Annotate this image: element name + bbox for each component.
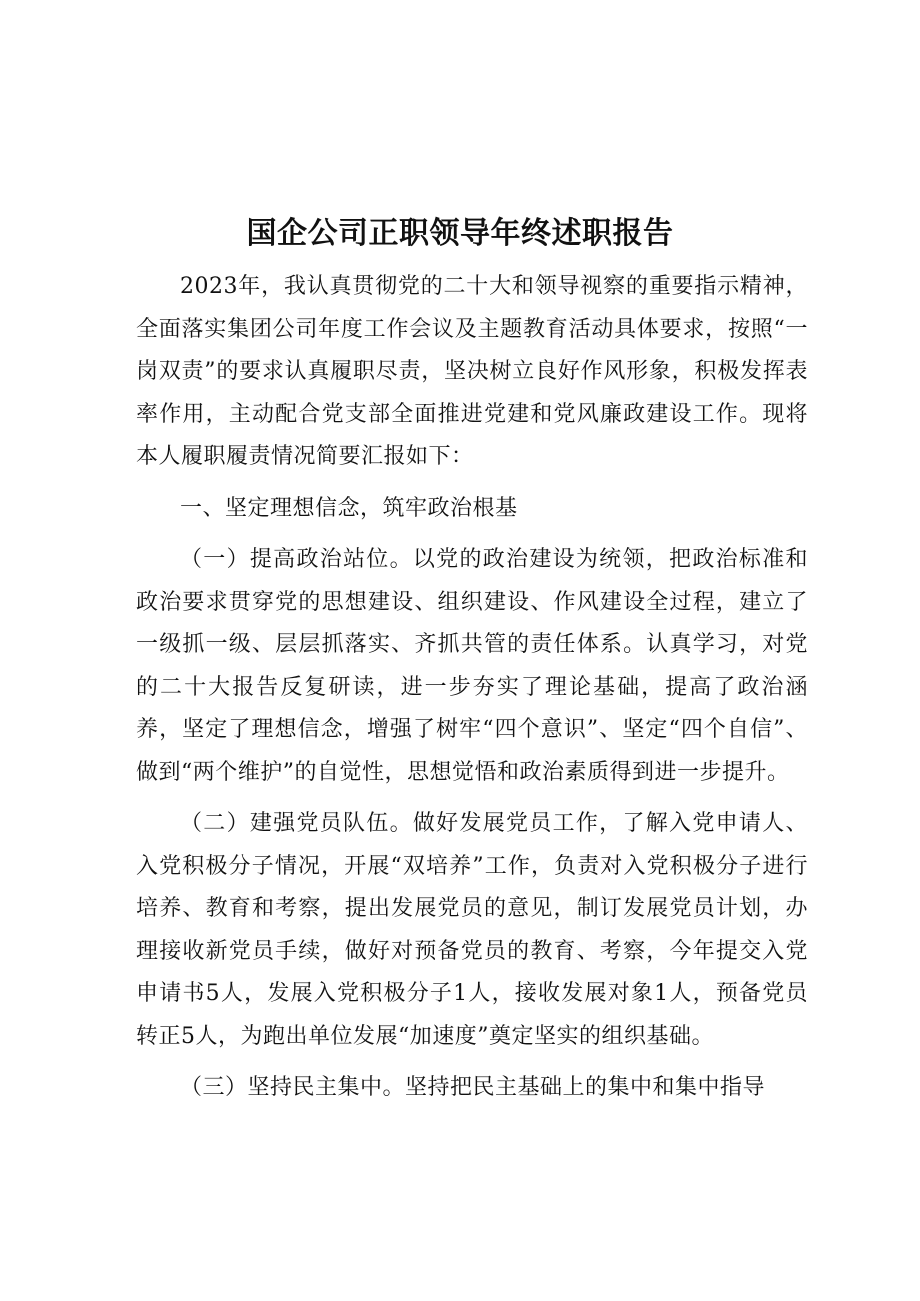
subsection-paragraph-2: （二）建强党员队伍。做好发展党员工作，了解入党申请人、入党积极分子情况，开展“双培养”工作，负责对入党积极分子进行培养、教育和考察，提出发展党员的意见，制订发展党员计划，办理接收新党员手续，做好对预备党员的教育、考察，今年提交入党申请书5人，发展入党积极分子1人，接收发展对象1人，预备党员转正5人，为跑出单位发展“加速度”奠定坚实的组织基础。 bbox=[136, 811, 808, 1049]
subsection-paragraph-1: （一）提高政治站位。以党的政治建设为统领，把政治标准和政治要求贯穿党的思想建设、组织建设、作风建设全过程，建立了一级抓一级、层层抓落实、齐抓共管的责任体系。认真学习，对党的二十大报告反复研读，进一步夯实了理论基础，提高了政治涵养，坚定了理想信念，增强了树牢“四个意识”、坚定“四个自信”、做到“两个维护”的自觉性，思想觉悟和政治素质得到进一步提升。 bbox=[136, 547, 808, 785]
section-heading-1: 一、坚定理想信念，筑牢政治根基 bbox=[180, 495, 518, 521]
document-body bbox=[136, 266, 808, 1110]
intro-paragraph: 2023年，我认真贯彻党的二十大和领导视察的重要指示精神，全面落实集团公司年度工作会议及主题教育活动具体要求，按照“一岗双责”的要求认真履职尽责，坚决树立良好作风形象，积极发挥表率作用，主动配合党支部全面推进党建和党风廉政建设工作。现将本人履职履责情况简要汇报如下： bbox=[136, 274, 808, 469]
document-title: 国企公司正职领导年终述职报告 bbox=[246, 216, 674, 251]
subsection-paragraph-3: （三）坚持民主集中。坚持把民主基础上的集中和集中指导 bbox=[180, 1075, 766, 1100]
